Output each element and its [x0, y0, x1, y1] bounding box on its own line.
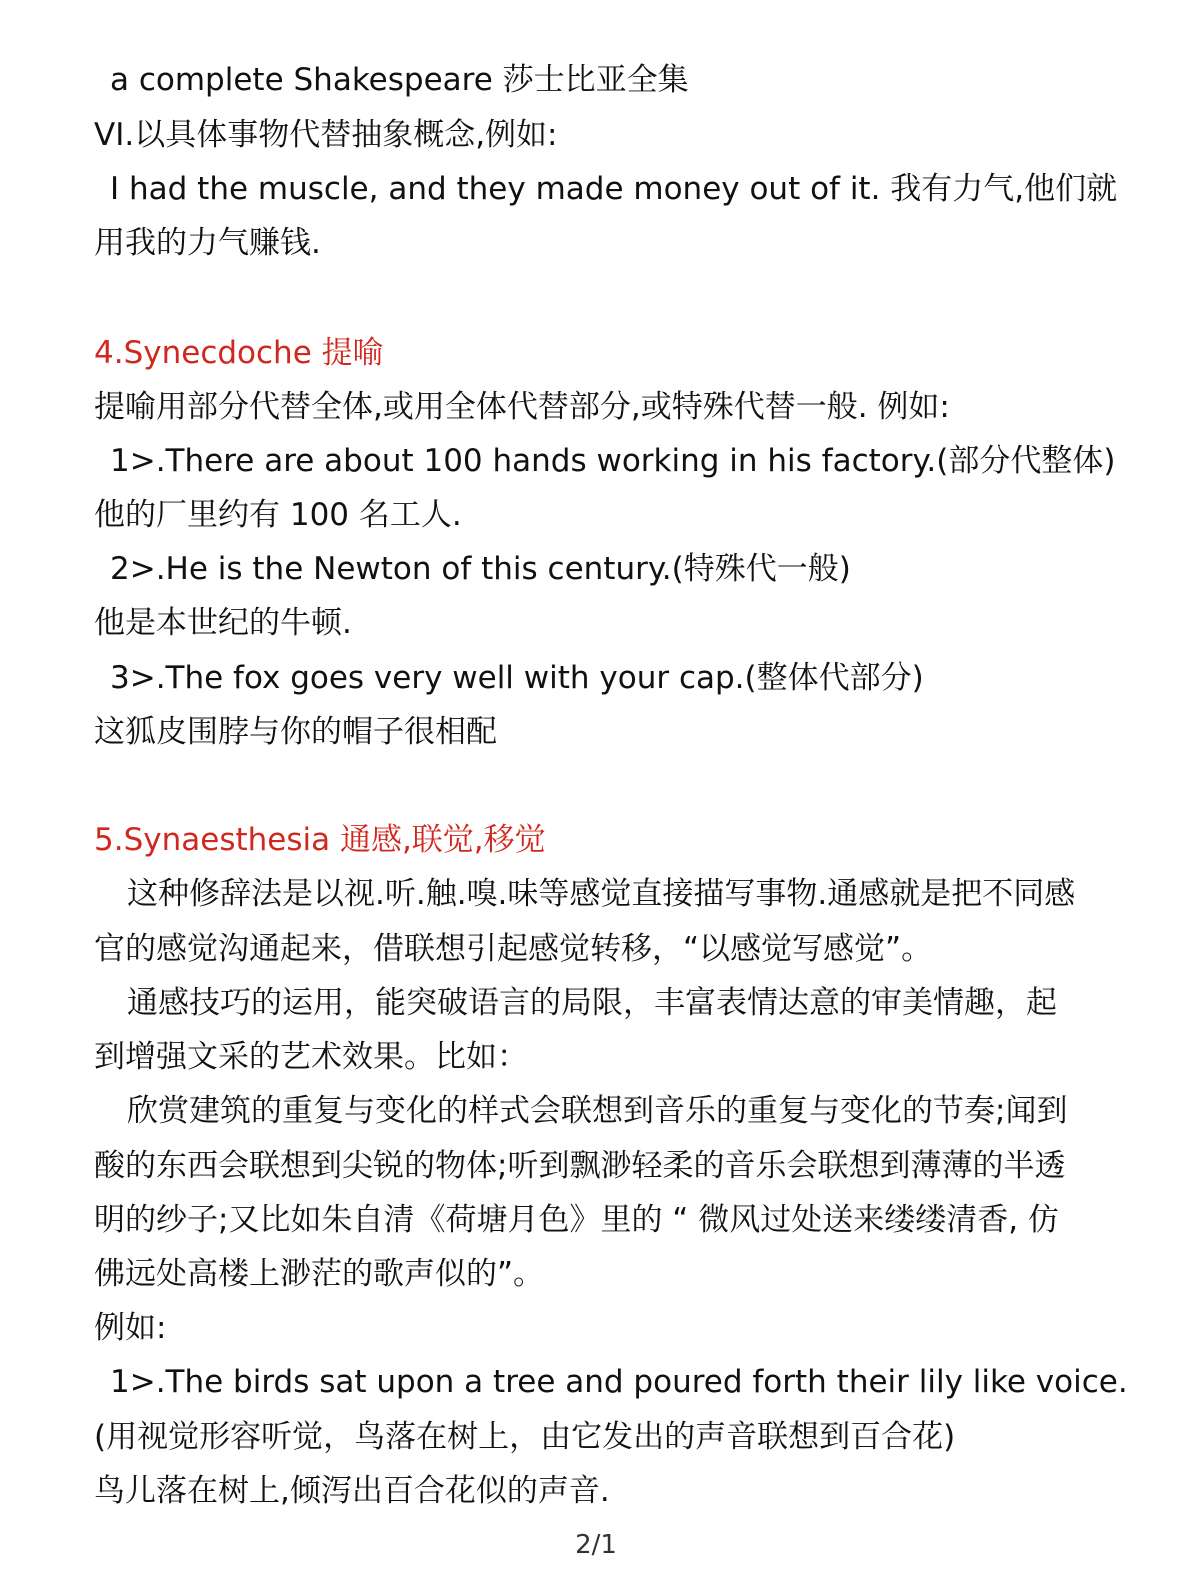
paragraph-line: 明的纱子;又比如朱自清《荷塘月色》里的 “ 微风过处送来缕缕清香, 仿 — [94, 1202, 1059, 1238]
example-translation: 用我的力气赚钱. — [94, 225, 321, 261]
paragraph-line: 这种修辞法是以视.听.触.嗅.味等感觉直接描写事物.通感就是把不同感 — [127, 876, 1076, 912]
section-heading-synecdoche: 4.Synecdoche 提喻 — [94, 335, 384, 371]
text-line: a complete Shakespeare 莎士比亚全集 — [110, 62, 689, 98]
example-sentence: 1>.There are about 100 hands working in his factory.(部分代整体) — [110, 443, 1116, 479]
paragraph-line: 佛远处高楼上渺茫的歌声似的”。 — [94, 1256, 545, 1292]
subsection-title: VI.以具体事物代替抽象概念,例如: — [94, 117, 558, 153]
example-sentence: 3>.The fox goes very well with your cap.(整体代部分) — [110, 660, 924, 696]
paragraph-line: 官的感觉沟通起来，借联想引起感觉转移，“以感觉写感觉”。 — [94, 931, 933, 967]
section-intro: 提喻用部分代替全体,或用全体代替部分,或特殊代替一般. 例如: — [94, 389, 950, 425]
paragraph-line: 欣赏建筑的重复与变化的样式会联想到音乐的重复与变化的节奏;闻到 — [127, 1093, 1068, 1129]
page-number: 2/1 — [575, 1530, 617, 1560]
example-note: (用视觉形容听觉，鸟落在树上，由它发出的声音联想到百合花) — [94, 1419, 956, 1455]
section-heading-synaesthesia: 5.Synaesthesia 通感,联觉,移觉 — [94, 822, 546, 858]
example-sentence: I had the muscle, and they made money out of it. 我有力气,他们就 — [110, 171, 1118, 207]
paragraph-line: 到增强文采的艺术效果。比如： — [94, 1039, 528, 1075]
paragraph-line: 通感技巧的运用，能突破语言的局限，丰富表情达意的审美情趣，起 — [127, 985, 1057, 1021]
example-translation: 鸟儿落在树上,倾泻出百合花似的声音. — [94, 1473, 610, 1509]
example-sentence: 1>.The birds sat upon a tree and poured forth their lily like voice. — [110, 1364, 1128, 1400]
example-translation: 这狐皮围脖与你的帽子很相配 — [94, 714, 497, 750]
example-translation: 他的厂里约有 100 名工人. — [94, 497, 462, 533]
paragraph-line: 酸的东西会联想到尖锐的物体;听到飘渺轻柔的音乐会联想到薄薄的半透 — [94, 1148, 1066, 1184]
example-sentence: 2>.He is the Newton of this century.(特殊代一般) — [110, 551, 851, 587]
example-label: 例如: — [94, 1310, 167, 1346]
example-translation: 他是本世纪的牛顿. — [94, 605, 352, 641]
